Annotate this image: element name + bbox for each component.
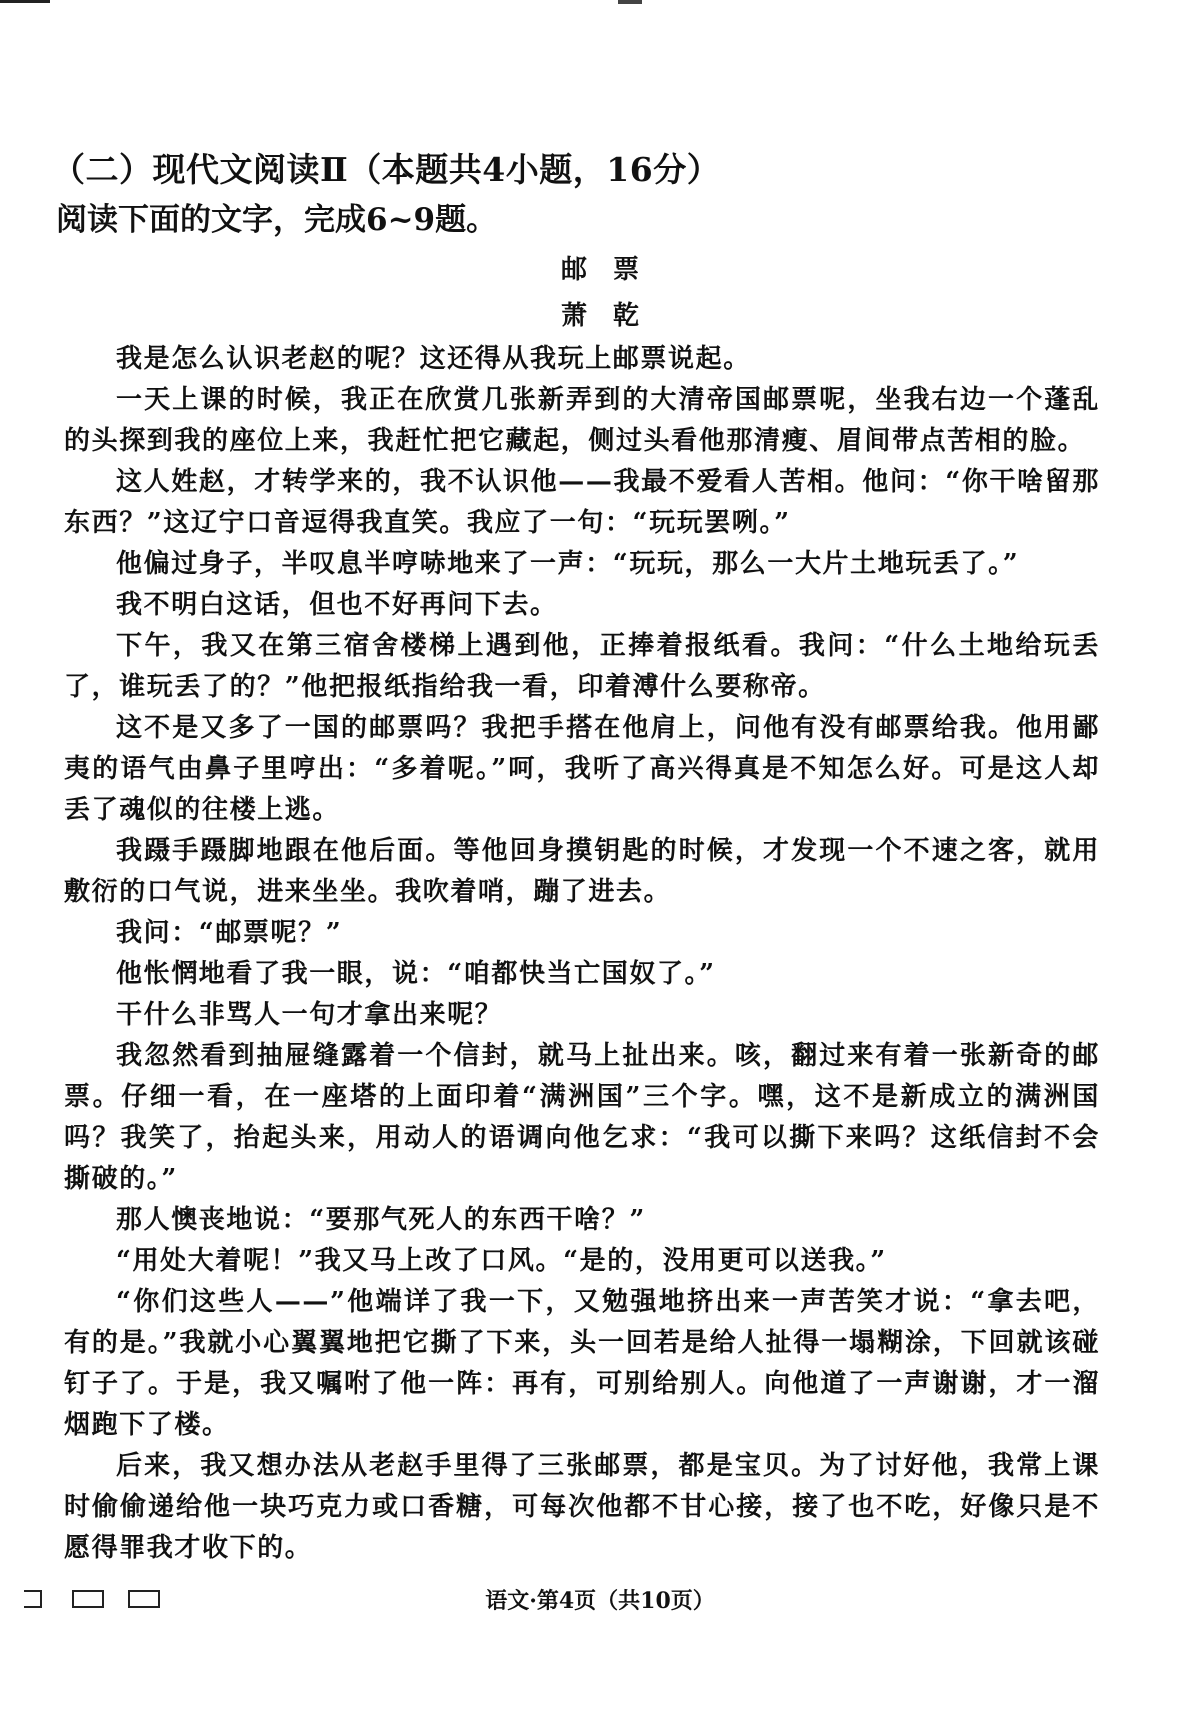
- article-paragraph: 他偏过身子，半叹息半哼哧地来了一声：“玩玩，那么一大片土地玩丢了。”: [116, 549, 1020, 579]
- article-paragraph: 我忽然看到抽屉缝露着一个信封，就马上扯出来。咳，翻过来有着一张新奇的邮票。仔细一看，在一座塔的上面印着“满洲国”三个字。嘿，这不是新成立的满洲国吗？我笑了，抬起头来，用动人的语调向他乞求：“我可以撕下来吗？这纸信封不会撕破的。”: [64, 1041, 1100, 1194]
- article-paragraph: 后来，我又想办法从老赵手里得了三张邮票，都是宝贝。为了讨好他，我常上课时偷偷递给他一块巧克力或口香糖，可每次他都不甘心接，接了也不吃，好像只是不愿得罪我才收下的。: [64, 1451, 1100, 1563]
- article-paragraph: 这不是又多了一国的邮票吗？我把手搭在他肩上，问他有没有邮票给我。他用鄙夷的语气由鼻子里哼出：“多着呢。”呵，我听了高兴得真是不知怎么好。可是这人却丢了魂似的往楼上逃。: [64, 713, 1100, 825]
- scan-edge-mark: [0, 0, 50, 3]
- article-title: 邮票: [560, 255, 665, 285]
- article-paragraph: 这人姓赵，才转学来的，我不认识他——我最不爱看人苦相。他问：“你干啥留那东西？”这辽宁口音逗得我直笑。我应了一句：“玩玩罢咧。”: [64, 467, 1100, 538]
- scan-top-marks: [0, 0, 1200, 12]
- article-paragraph: 干什么非骂人一句才拿出来呢？: [116, 1000, 503, 1030]
- article-paragraph: 一天上课的时候，我正在欣赏几张新弄到的大清帝国邮票呢，坐我右边一个蓬乱的头探到我的座位上来，我赶忙把它藏起，侧过头看他那清瘦、眉间带点苦相的脸。: [64, 385, 1100, 456]
- article-paragraph: 我不明白这话，但也不好再问下去。: [116, 590, 558, 620]
- article-paragraph: 那人懊丧地说：“要那气死人的东西干啥？”: [116, 1205, 646, 1235]
- reading-instruction: 阅读下面的文字，完成6~9题。: [56, 202, 498, 238]
- article-paragraph: “你们这些人——”他端详了我一下，又勉强地挤出来一声苦笑才说：“拿去吧，有的是。”我就小心翼翼地把它撕了下来，头一回若是给人扯得一塌糊涂，下回就该碰钉子了。于是，我又嘱咐了他一阵：再有，可别给别人。向他道了一声谢谢，才一溜烟跑下了楼。: [64, 1287, 1100, 1440]
- section-header: （二）现代文阅读Ⅱ（本题共4小题，16分）: [52, 150, 721, 189]
- article-paragraph: “用处大着呢！”我又马上改了口风。“是的，没用更可以送我。”: [116, 1246, 887, 1276]
- article-paragraph: 他怅惘地看了我一眼，说：“咱都快当亡国奴了。”: [116, 959, 716, 989]
- scan-edge-mark: [618, 0, 642, 4]
- article-paragraph: 我是怎么认识老赵的呢？这还得从我玩上邮票说起。: [116, 344, 751, 374]
- article-body: [64, 339, 1100, 1569]
- article-author: 萧乾: [560, 301, 665, 331]
- page-number: 语文·第4页（共10页）: [485, 1588, 715, 1614]
- article-paragraph: 我蹑手蹑脚地跟在他后面。等他回身摸钥匙的时候，才发现一个不速之客，就用敷衍的口气说，进来坐坐。我吹着哨，蹦了进去。: [64, 836, 1100, 907]
- article-paragraph: 我问：“邮票呢？”: [116, 918, 343, 948]
- article-paragraph: 下午，我又在第三宿舍楼梯上遇到他，正捧着报纸看。我问：“什么土地给玩丢了，谁玩丢了的？”他把报纸指给我一看，印着溥什么要称帝。: [64, 631, 1100, 702]
